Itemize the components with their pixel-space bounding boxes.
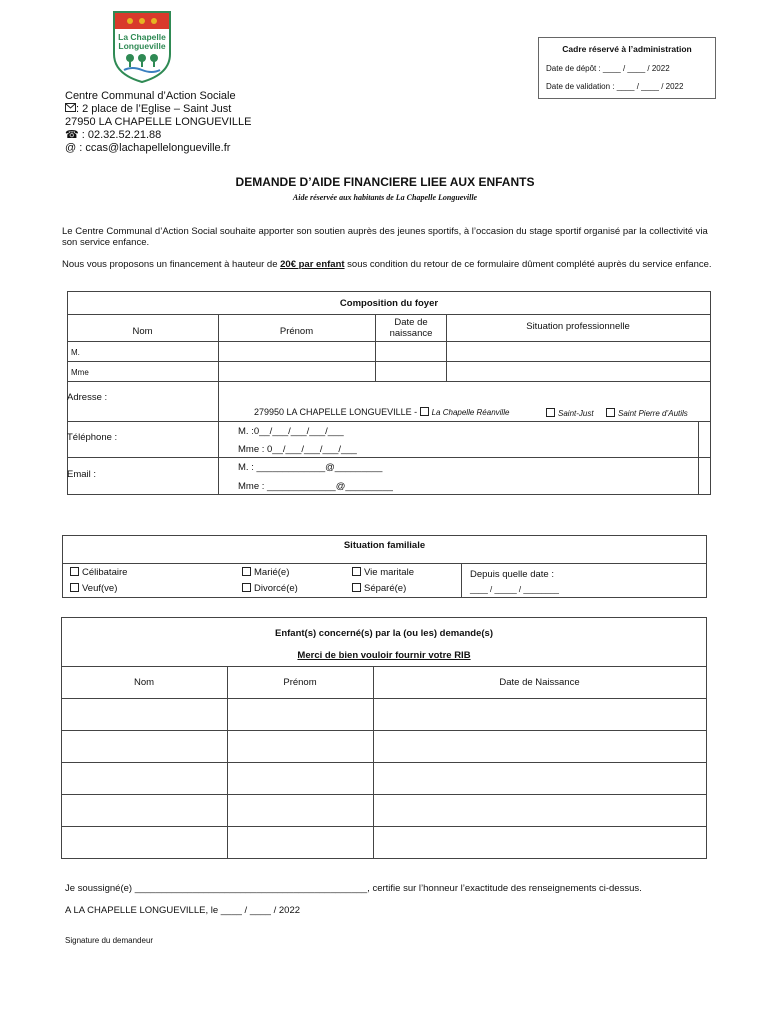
row-m-label: M. [71,348,80,357]
option-marie[interactable]: Marié(e) [242,567,289,578]
contact-block [65,90,252,155]
adresse-label: Adresse : [67,392,108,403]
checkbox-icon[interactable] [352,583,361,592]
telephone-icon: ☎ [65,129,79,141]
col-situation: Situation professionnelle [526,321,630,332]
checkbox-icon[interactable] [70,583,79,592]
checkbox-icon[interactable] [242,583,251,592]
form-title: DEMANDE D’AIDE FINANCIERE LIEE AUX ENFANTS [235,175,535,189]
household-heading: Composition du foyer [339,298,439,309]
deposit-date-field: Date de dépôt : ____ / ____ / 2022 [546,64,670,73]
signature-label: Signature du demandeur [65,936,154,945]
intro-paragraph: Le Centre Communal d’Action Social souhaite apporter son soutien auprès des jeunes sportifs, à l’occasion du stage sportif organisé par la collectivité via son service enfance. [62,226,708,248]
email-label: Email : [67,469,97,480]
children-col-nom: Nom [133,677,155,688]
adresse-option-saint-just[interactable]: Saint-Just [546,408,594,418]
option-divorce[interactable]: Divorcé(e) [242,583,298,594]
telephone-m-field[interactable]: M. :0__/___/___/___/___ [238,426,344,437]
col-date-naissance: Date de naissance [389,317,433,339]
svg-text:Longueville: Longueville [118,41,166,51]
funding-paragraph: Nous vous proposons un financement à hauteur de 20€ par enfant sous condition du retour de ce formulaire dûment complété auprès du service enfance. [62,259,712,270]
option-vie-maritale[interactable]: Vie maritale [352,567,414,578]
depuis-label: Depuis quelle date : [470,569,554,580]
envelope-icon [65,103,76,115]
email-m-field[interactable]: M. : _____________@_________ [238,462,383,473]
address-line: : 2 place de l’Eglise – Saint Just [65,103,252,116]
validation-date-field: Date de validation : ____ / ____ / 2022 [546,82,684,91]
row-mme-label: Mme [71,368,89,377]
children-col-prenom: Prénom [283,677,317,688]
place-date-line: A LA CHAPELLE LONGUEVILLE, le ____ / ____ / 2022 [65,905,301,916]
checkbox-icon[interactable] [606,408,615,417]
checkbox-icon[interactable] [420,407,429,416]
option-veuf[interactable]: Veuf(ve) [70,583,117,594]
form-subtitle: Aide réservée aux habitants de La Chapelle Longueville [292,193,478,202]
svg-text:La Chapelle: La Chapelle [118,32,166,42]
checkbox-icon[interactable] [70,567,79,576]
admin-reserved-box [538,37,716,99]
municipality-logo [112,10,172,84]
adresse-value: 279950 LA CHAPELLE LONGUEVILLE - La Chapelle Réanville [254,407,510,417]
organization-name: Centre Communal d’Action Sociale [65,90,236,102]
adresse-option-saint-pierre[interactable]: Saint Pierre d’Autils [606,408,688,418]
col-nom: Nom [132,326,153,337]
checkbox-icon[interactable] [546,408,555,417]
family-heading: Situation familiale [343,540,426,551]
certification-statement: Je soussigné(e) ____________________________________________, certifie sur l’honneur l’exactitude des renseignements ci-dessus. [65,883,642,894]
children-heading: Enfant(s) concerné(s) par la (ou les) demande(s) [274,628,493,639]
option-celibataire[interactable]: Célibataire [70,567,127,578]
checkbox-icon[interactable] [242,567,251,576]
city-line: 27950 LA CHAPELLE LONGUEVILLE [65,116,252,128]
col-prenom: Prénom [279,326,314,337]
funding-amount: 20€ par enfant [280,259,345,270]
email-line: @ : ccas@lachapellelongueville.fr [65,142,231,154]
depuis-date-field[interactable]: ____ / _____ / ________ [470,585,559,594]
option-separe[interactable]: Séparé(e) [352,583,406,594]
checkbox-icon[interactable] [352,567,361,576]
telephone-mme-field[interactable]: Mme : 0__/___/___/___/___ [238,444,357,455]
admin-box-title: Cadre réservé à l’administration [562,44,692,54]
telephone-label: Téléphone : [67,432,118,443]
children-col-date: Date de Naissance [499,677,580,688]
phone-line: ☎ : 02.32.52.21.88 [65,129,162,141]
rib-notice: Merci de bien vouloir fournir votre RIB [297,650,471,661]
email-mme-field[interactable]: Mme : _____________@_________ [238,481,393,492]
